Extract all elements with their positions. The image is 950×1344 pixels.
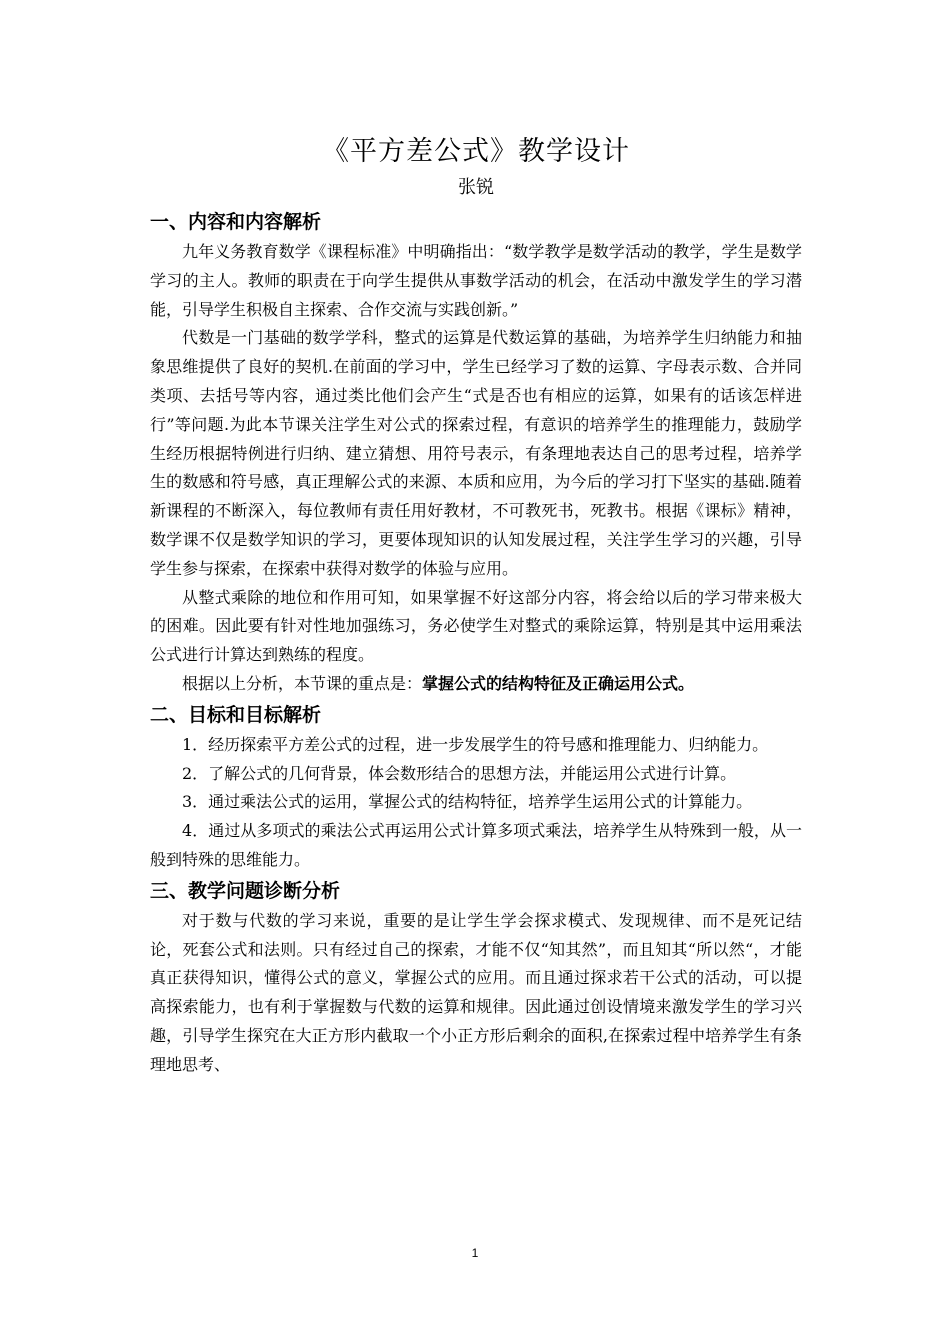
objective-item: 1．经历探索平方差公式的过程，进一步发展学生的符号感和推理能力、归纳能力。 xyxy=(182,734,769,754)
objective-item: 4．通过从多项式的乘法公式再运用公式计算多项式乘法，培养学生从特殊到一般，从一般到特殊的思维能力。 xyxy=(150,821,802,869)
paragraph-key-point xyxy=(150,670,802,699)
page-content xyxy=(150,132,802,1080)
paragraph: 对于数与代数的学习来说，重要的是让学生学会探求模式、发现规律、而不是死记结论，死套公式和法则。只有经过自己的探索，才能不仅“知其然”，而且知其“所以然“，才能真正获得知识，懂得公式的意义，掌握公式的应用。而且通过探求若干公式的活动，可以提高探索能力，也有利于掌握数与代数的运算和规律。因此通过创设情境来激发学生的学习兴趣，引导学生探究在大正方形内截取一个小正方形后剩余的面积,在探索过程中培养学生有条理地思考、 xyxy=(150,910,802,1074)
key-point-emphasis: 掌握公式的结构特征及正确运用公式。 xyxy=(422,673,695,693)
objective-item: 2．了解公式的几何背景，体会数形结合的思想方法，并能运用公式进行计算。 xyxy=(182,763,737,783)
paragraph: 代数是一门基础的数学学科，整式的运算是代数运算的基础，为培养学生归纳能力和抽象思维提供了良好的契机.在前面的学习中，学生已经学习了数的运算、字母表示数、合并同类项、去括号等内容，通过类比他们会产生“式是否也有相应的运算，如果有的话该怎样进行”等问题.为此本节课关注学生对公式的探索过程，有意识的培养学生的推理能力，鼓励学生经历根据特例进行归纳、建立猜想、用符号表示，有条理地表达自己的思考过程，培养学生的数感和符号感，真正理解公式的来源、本质和应用，为今后的学习打下坚实的基础.随着新课程的不断深入，每位教师有责任用好教材，不可教死书，死教书。根据《课标》精神，数学课不仅是数学知识的学习，更要体现知识的认知发展过程，关注学生学习的兴趣，引导学生参与探索，在探索中获得对数学的体验与应用。 xyxy=(150,328,802,578)
section-heading-problem-diagnosis: 三、教学问题诊断分析 xyxy=(150,879,341,902)
paragraph: 九年义务教育数学《课程标准》中明确指出：“数学教学是数学活动的教学，学生是数学学习的主人。教师的职责在于向学生提供从事数学活动的机会，在活动中激发学生的学习潜能，引导学生积极自主探索、合作交流与实践创新。” xyxy=(150,242,802,319)
page-number: 1 xyxy=(471,1246,479,1260)
section-heading-content-analysis: 一、内容和内容解析 xyxy=(150,211,322,233)
paragraph: 从整式乘除的地位和作用可知，如果掌握不好这部分内容，将会给以后的学习带来极大的困难。因此要有针对性地加强练习，务必使学生对整式的乘除运算，特别是其中运用乘法公式进行计算达到熟练的程度。 xyxy=(150,587,802,665)
document-title: 《平方差公式》教学设计 xyxy=(322,136,630,167)
document-author: 张锐 xyxy=(458,177,494,198)
objective-item: 3．通过乘法公式的运用，掌握公式的结构特征，培养学生运用公式的计算能力。 xyxy=(182,792,753,812)
key-point-lead: 根据以上分析，本节课的重点是： xyxy=(182,673,423,693)
section-heading-objectives: 二、目标和目标解析 xyxy=(150,703,322,726)
